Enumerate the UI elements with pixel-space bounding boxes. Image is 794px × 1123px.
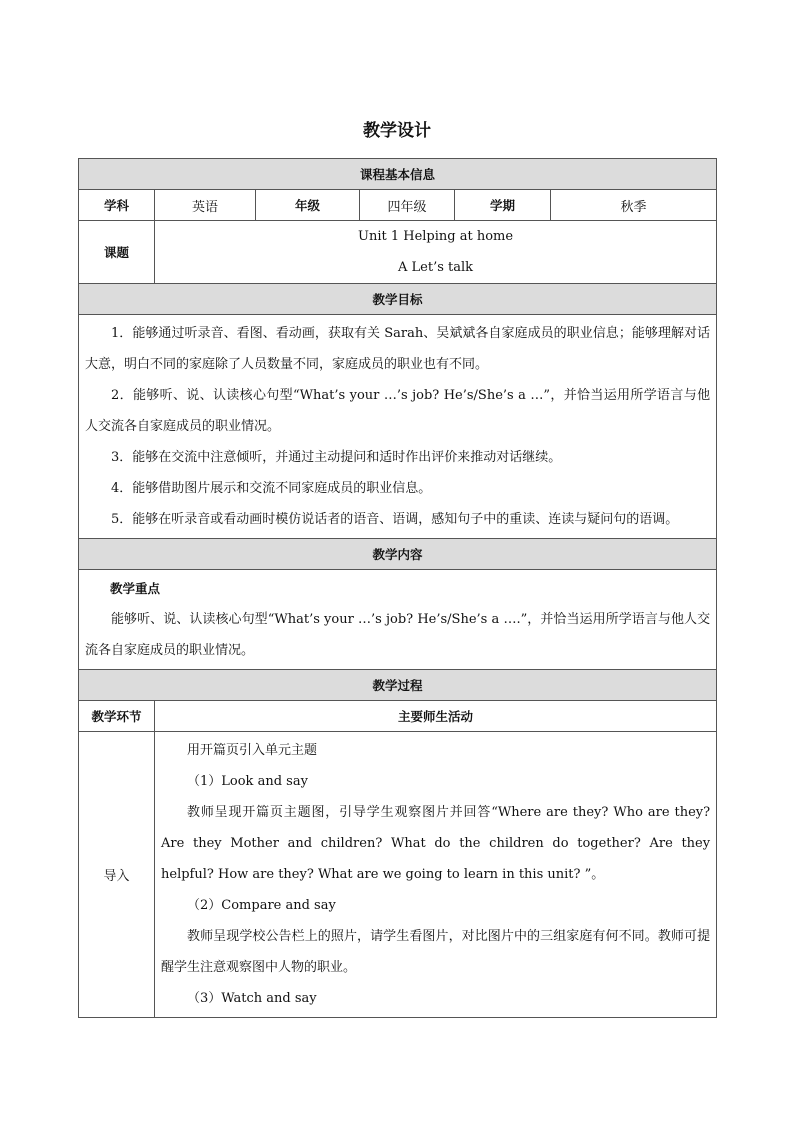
- objectives-header: 教学目标: [79, 284, 717, 315]
- content-cell: [79, 570, 717, 670]
- activity-line-3: 教师呈现开篇页主题图，引导学生观察图片并回答“Where are they? Who are they? Are they Mother and children? What do the children do together? Are they helpful? How are they? What are we going to learn in this unit? ”。: [161, 805, 711, 882]
- lesson-plan-table: [78, 158, 717, 1018]
- subject-label: 学科: [79, 190, 155, 221]
- objectives-cell: [79, 315, 717, 539]
- activity-line-2: （1）Look and say: [187, 774, 308, 789]
- step-column-header: 教学环节: [79, 701, 155, 732]
- activity-column-header: 主要师生活动: [155, 701, 717, 732]
- term-value: 秋季: [551, 190, 717, 221]
- activity-cell: [155, 732, 717, 1018]
- activity-line-5: 教师呈现学校公告栏上的照片，请学生看图片，对比图片中的三组家庭有何不同。教师可提醒学生注意观察图中人物的职业。: [161, 929, 711, 975]
- topic-label: 课题: [79, 221, 155, 284]
- term-label: 学期: [455, 190, 551, 221]
- activity-line-6: （3）Watch and say: [187, 991, 317, 1006]
- content-header: 教学内容: [79, 539, 717, 570]
- grade-value: 四年级: [360, 190, 455, 221]
- activity-line-4: （2）Compare and say: [187, 898, 336, 913]
- step-name: 导入: [79, 732, 155, 1018]
- process-header: 教学过程: [79, 670, 717, 701]
- basic-info-header: 课程基本信息: [79, 159, 717, 190]
- objective-item-2: 2．能够听、说、认读核心句型“What’s your …’s job? He’s/She’s a …”，并恰当运用所学语言与他人交流各自家庭成员的职业情况。: [85, 388, 711, 434]
- activity-line-1: 用开篇页引入单元主题: [187, 743, 318, 758]
- topic-line-2: A Let’s talk: [398, 260, 474, 275]
- topic-line-1: Unit 1 Helping at home: [358, 229, 514, 244]
- objective-item-5: 5．能够在听录音或看动画时模仿说话者的语音、语调，感知句子中的重读、连读与疑问句的语调。: [111, 512, 679, 527]
- topic-cell: [155, 221, 717, 284]
- objective-item-3: 3．能够在交流中注意倾听，并通过主动提问和适时作出评价来推动对话继续。: [111, 450, 562, 465]
- objective-item-4: 4．能够借助图片展示和交流不同家庭成员的职业信息。: [111, 481, 432, 496]
- document-title: 教学设计: [363, 121, 431, 141]
- key-points-label: 教学重点: [110, 581, 161, 596]
- objective-item-1: 1．能够通过听录音、看图、看动画，获取有关 Sarah、吴斌斌各自家庭成员的职业信息；能够理解对话大意，明白不同的家庭除了人员数量不同，家庭成员的职业也有不同。: [85, 326, 711, 372]
- key-points-text: 能够听、说、认读核心句型“What’s your …’s job? He’s/She’s a ….”，并恰当运用所学语言与他人交流各自家庭成员的职业情况。: [85, 612, 711, 658]
- subject-value: 英语: [155, 190, 256, 221]
- grade-label: 年级: [256, 190, 360, 221]
